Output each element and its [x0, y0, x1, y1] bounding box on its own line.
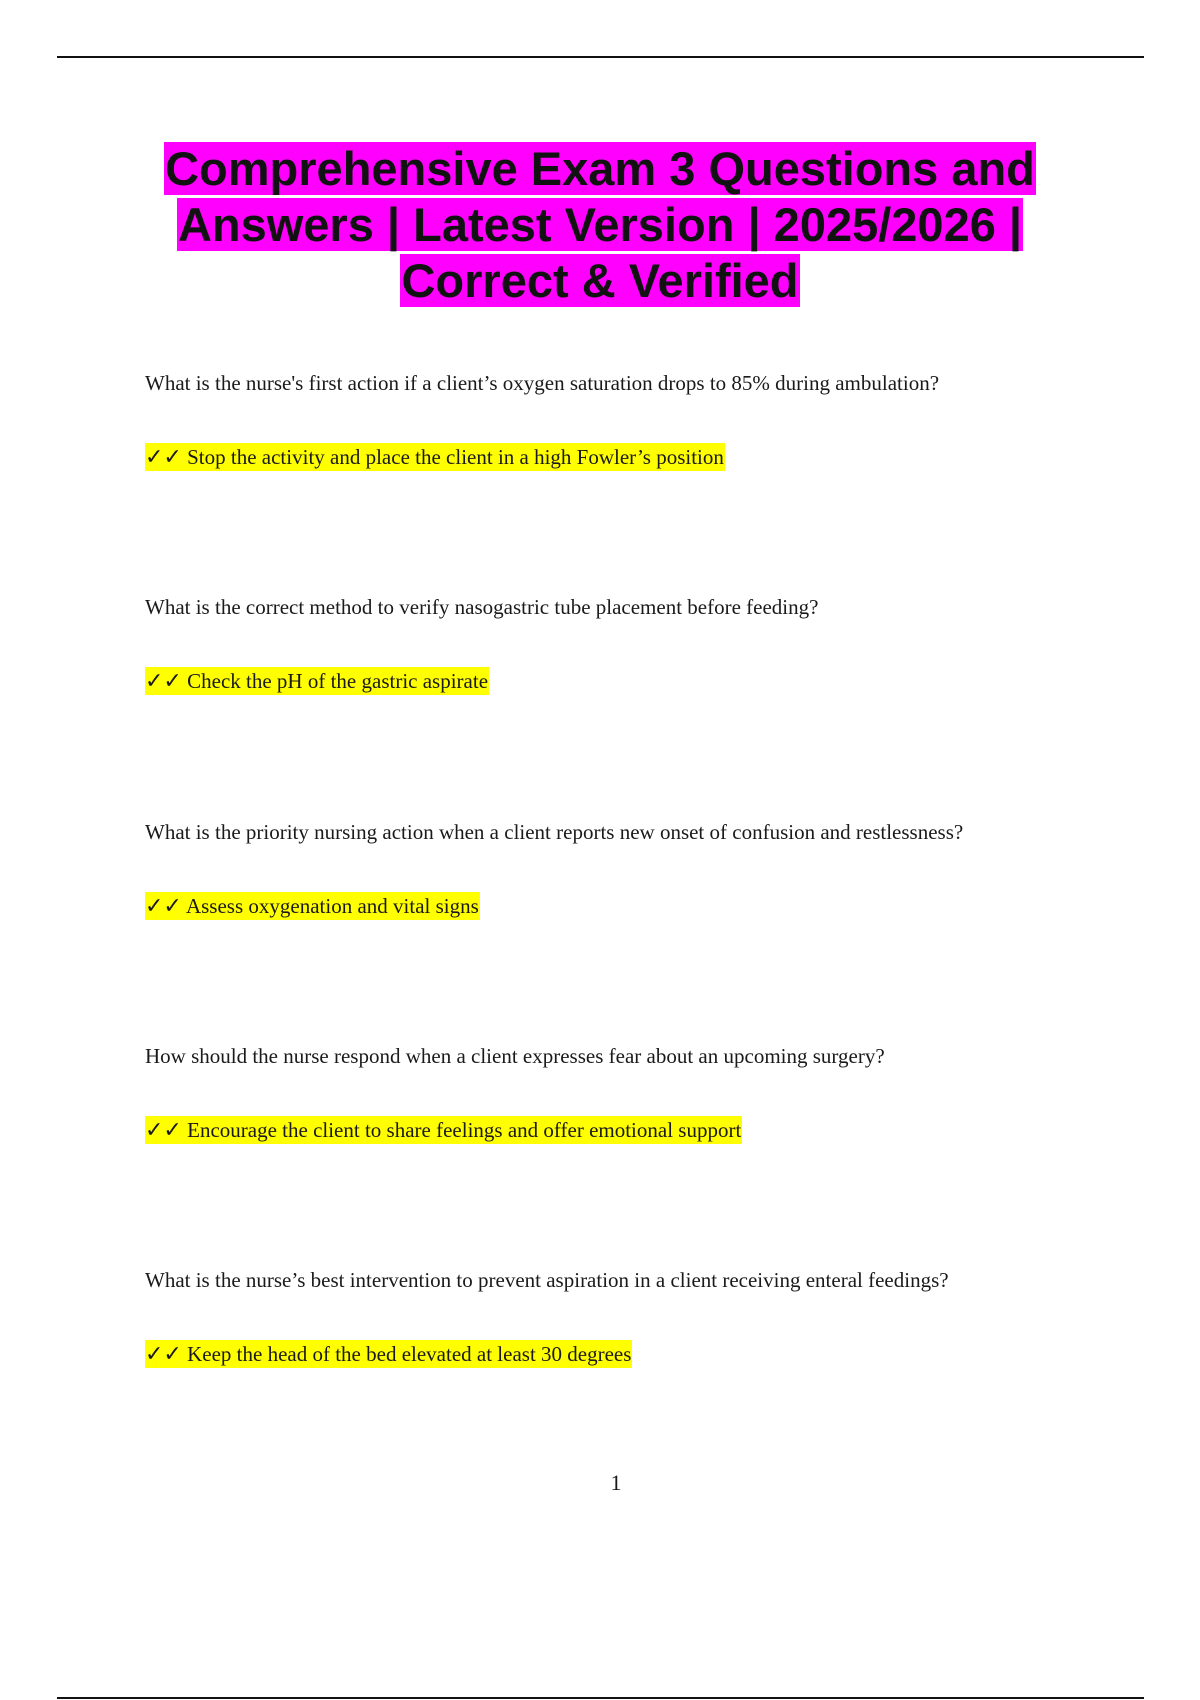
check-icon: ✓✓ — [145, 445, 182, 470]
answer-1 — [145, 442, 725, 473]
title-highlight: Comprehensive Exam 3 Questions and Answers | Latest Version | 2025/2026 | Correct & Verified — [165, 142, 1035, 307]
page-number: 1 — [610, 1470, 622, 1495]
check-icon: ✓✓ — [145, 894, 182, 919]
question-1: What is the nurse's first action if a client’s oxygen saturation drops to 85% during ambulation? — [145, 371, 940, 395]
question-2: What is the correct method to verify nasogastric tube placement before feeding? — [145, 595, 819, 619]
answer-3 — [145, 891, 480, 922]
answer-5 — [145, 1339, 632, 1370]
check-icon: ✓✓ — [145, 669, 182, 694]
answer-2 — [145, 666, 489, 697]
document-title — [100, 141, 1100, 309]
answer-text: Check the pH of the gastric aspirate — [187, 669, 489, 693]
answer-4 — [145, 1115, 742, 1146]
top-rule — [57, 56, 1144, 58]
question-5: What is the nurse’s best intervention to prevent aspiration in a client receiving enteral feedings? — [145, 1268, 949, 1292]
bottom-rule — [57, 1697, 1144, 1699]
answer-text: Encourage the client to share feelings and offer emotional support — [187, 1118, 742, 1142]
answer-text: Assess oxygenation and vital signs — [185, 894, 479, 918]
check-icon: ✓✓ — [145, 1342, 182, 1367]
answer-text: Keep the head of the bed elevated at least 30 degrees — [187, 1342, 632, 1366]
question-3: What is the priority nursing action when a client reports new onset of confusion and restlessness? — [145, 820, 964, 844]
question-4: How should the nurse respond when a client expresses fear about an upcoming surgery? — [145, 1044, 885, 1068]
check-icon: ✓✓ — [145, 1118, 182, 1143]
answer-text: Stop the activity and place the client in a high Fowler’s position — [187, 445, 724, 469]
